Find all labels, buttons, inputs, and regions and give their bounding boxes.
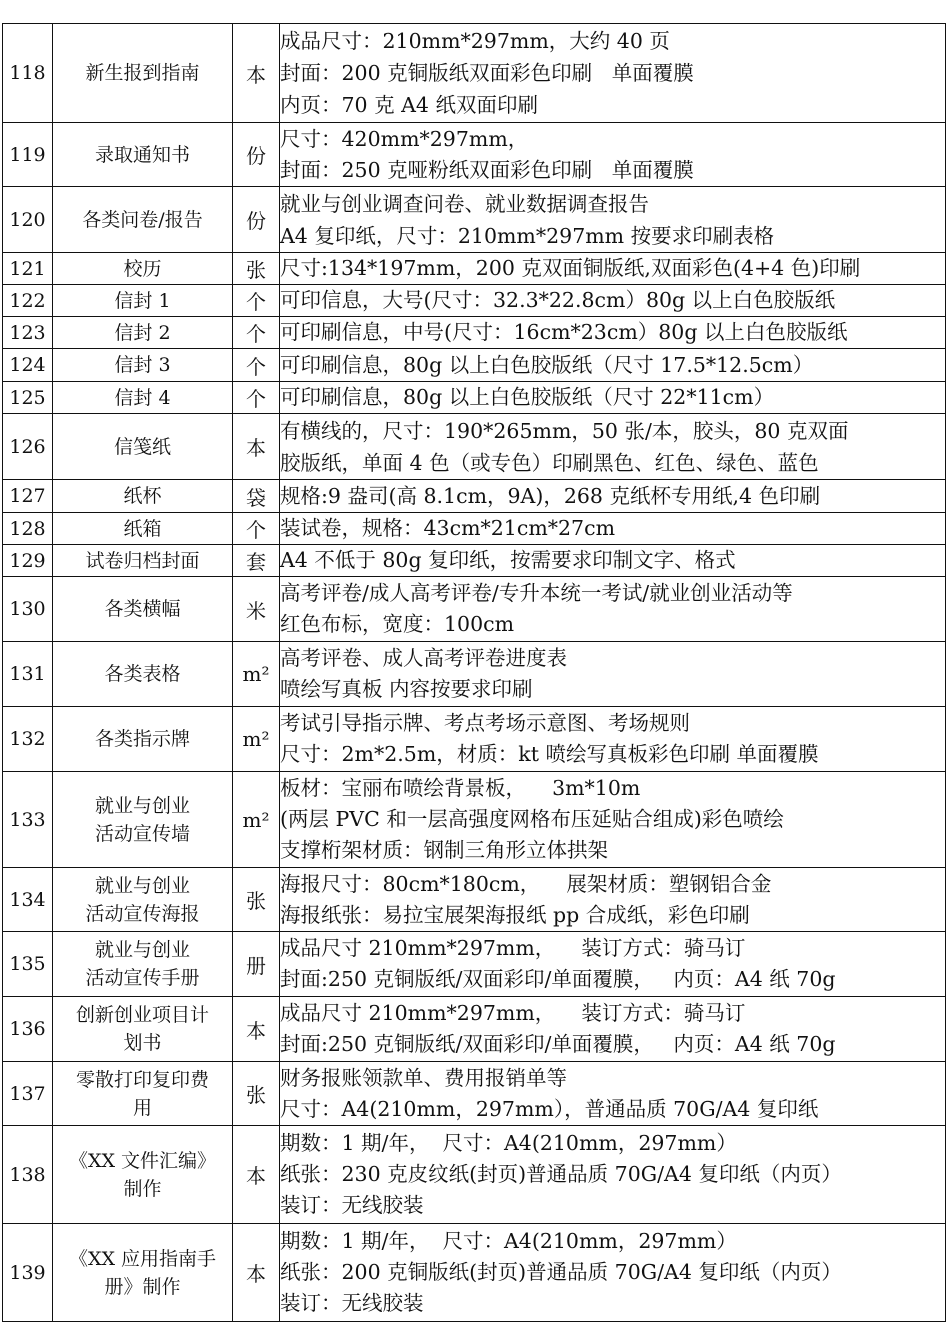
item-unit: 张 bbox=[233, 868, 280, 932]
item-spec-line: 成品尺寸：210mm*297mm，大约 40 页 bbox=[280, 29, 670, 53]
item-unit: 个 bbox=[233, 513, 280, 545]
item-name-line: 活动宣传手册 bbox=[85, 967, 200, 989]
item-name-line: 用 bbox=[132, 1096, 152, 1119]
table-row bbox=[3, 513, 946, 545]
item-spec-line: 期数：1 期/年， 尺寸：A4(210mm，297mm） bbox=[280, 1131, 737, 1155]
table-row bbox=[3, 349, 946, 382]
item-spec-line: 就业与创业调查问卷、就业数据调查报告 bbox=[280, 191, 649, 216]
item-unit: 袋 bbox=[233, 480, 280, 513]
item-spec-line: 胶版纸，单面 4 色（或专色）印刷黑色、红色、绿色、蓝色 bbox=[280, 450, 819, 475]
item-name bbox=[53, 480, 233, 513]
item-name bbox=[53, 577, 233, 642]
item-name bbox=[53, 382, 233, 414]
item-unit: 个 bbox=[233, 285, 280, 317]
item-name-line: 就业与创业 bbox=[94, 874, 190, 897]
row-number: 122 bbox=[3, 285, 53, 317]
item-spec-line: 纸张：230 克皮纹纸(封页)普通品质 70G/A4 复印纸（内页） bbox=[280, 1162, 842, 1186]
item-spec-line: 纸张：200 克铜版纸(封页)普通品质 70G/A4 复印纸（内页） bbox=[280, 1260, 842, 1284]
item-spec bbox=[280, 24, 946, 123]
item-unit: m² bbox=[233, 642, 280, 707]
item-name bbox=[53, 997, 233, 1062]
item-name-line: 活动宣传墙 bbox=[94, 822, 190, 845]
item-spec bbox=[280, 187, 946, 253]
item-name bbox=[53, 24, 233, 123]
table-row bbox=[3, 480, 946, 513]
item-name bbox=[53, 187, 233, 253]
item-name-line: 零散打印复印费 bbox=[75, 1068, 209, 1091]
table-row bbox=[3, 707, 946, 772]
row-number: 120 bbox=[3, 187, 53, 253]
item-spec bbox=[280, 123, 946, 187]
item-spec-line: 尺寸：A4(210mm，297mm），普通品质 70G/A4 复印纸 bbox=[280, 1096, 819, 1121]
item-spec bbox=[280, 772, 946, 868]
row-number: 129 bbox=[3, 545, 53, 577]
item-spec-line: 高考评卷/成人高考评卷/专升本统一考试/就业创业活动等 bbox=[280, 581, 793, 605]
item-name-line: 就业与创业 bbox=[94, 794, 190, 817]
table-row bbox=[3, 772, 946, 868]
item-spec-line: A4 不低于 80g 复印纸，按需要求印制文字、格式 bbox=[280, 548, 736, 572]
item-name bbox=[53, 253, 233, 285]
row-number: 138 bbox=[3, 1126, 53, 1224]
table-row bbox=[3, 253, 946, 285]
row-number: 134 bbox=[3, 868, 53, 932]
table-body bbox=[3, 24, 946, 1322]
row-number: 128 bbox=[3, 513, 53, 545]
item-unit: 本 bbox=[233, 414, 280, 480]
item-name-line: 信封 2 bbox=[114, 321, 171, 344]
item-spec-line: 封面:250 克铜版纸/双面彩印/单面覆膜， 内页：A4 纸 70g bbox=[280, 967, 836, 991]
item-spec bbox=[280, 642, 946, 707]
item-spec-line: 成品尺寸 210mm*297mm， 装订方式：骑马订 bbox=[280, 936, 746, 960]
table-row bbox=[3, 545, 946, 577]
item-name-line: 就业与创业 bbox=[94, 939, 190, 961]
item-spec-line: 内页：70 克 A4 纸双面印刷 bbox=[280, 93, 538, 117]
table-row bbox=[3, 997, 946, 1062]
row-number: 139 bbox=[3, 1224, 53, 1322]
table-row bbox=[3, 1224, 946, 1322]
item-spec bbox=[280, 414, 946, 480]
item-unit: 本 bbox=[233, 1126, 280, 1224]
item-name bbox=[53, 1062, 233, 1126]
item-spec bbox=[280, 382, 946, 414]
item-name-line: 信封 4 bbox=[114, 386, 171, 409]
row-number: 135 bbox=[3, 932, 53, 997]
item-spec bbox=[280, 997, 946, 1062]
item-name-line: 创新创业项目计 bbox=[75, 1004, 209, 1026]
item-spec-line: 规格:9 盎司(高 8.1cm，9A)，268 克纸杯专用纸,4 色印刷 bbox=[280, 484, 821, 508]
item-spec bbox=[280, 285, 946, 317]
row-number: 119 bbox=[3, 123, 53, 187]
item-name-line: 信封 3 bbox=[114, 354, 171, 376]
item-spec bbox=[280, 545, 946, 577]
item-name-line: 新生报到指南 bbox=[85, 62, 200, 84]
item-spec-line: 装试卷，规格：43cm*21cm*27cm bbox=[280, 516, 616, 540]
item-spec-line: 可印刷信息，80g 以上白色胶版纸（尺寸 17.5*12.5cm） bbox=[280, 353, 814, 377]
item-spec bbox=[280, 1062, 946, 1126]
item-unit: 个 bbox=[233, 382, 280, 414]
item-unit: 张 bbox=[233, 253, 280, 285]
item-spec-line: 封面：200 克铜版纸双面彩色印刷 单面覆膜 bbox=[280, 61, 694, 85]
item-name-line: 各类指示牌 bbox=[94, 728, 190, 750]
item-spec bbox=[280, 253, 946, 285]
item-name bbox=[53, 932, 233, 997]
item-spec-line: 高考评卷、成人高考评卷进度表 bbox=[280, 646, 567, 670]
item-spec bbox=[280, 1224, 946, 1322]
table-row bbox=[3, 932, 946, 997]
item-unit: 米 bbox=[233, 577, 280, 642]
item-unit: 套 bbox=[233, 545, 280, 577]
item-spec bbox=[280, 513, 946, 545]
item-name bbox=[53, 707, 233, 772]
item-name bbox=[53, 513, 233, 545]
item-name-line: 录取通知书 bbox=[94, 143, 190, 166]
item-name-line: 册》制作 bbox=[104, 1275, 181, 1298]
item-spec-line: 装订：无线胶装 bbox=[280, 1291, 424, 1315]
item-spec-line: 喷绘写真板 内容按要求印刷 bbox=[280, 677, 533, 701]
item-name bbox=[53, 545, 233, 577]
item-name bbox=[53, 772, 233, 868]
item-spec-line: 考试引导指示牌、考点考场示意图、考场规则 bbox=[280, 711, 690, 735]
item-spec bbox=[280, 349, 946, 382]
table-row bbox=[3, 577, 946, 642]
row-number: 118 bbox=[3, 24, 53, 123]
item-name-line: 活动宣传海报 bbox=[85, 902, 200, 925]
item-spec bbox=[280, 317, 946, 349]
item-name bbox=[53, 349, 233, 382]
item-spec-line: 可印刷信息，中号(尺寸：16cm*23cm）80g 以上白色胶版纸 bbox=[280, 320, 848, 344]
row-number: 123 bbox=[3, 317, 53, 349]
item-spec bbox=[280, 1126, 946, 1224]
item-name-line: 信封 1 bbox=[114, 289, 171, 312]
row-number: 131 bbox=[3, 642, 53, 707]
item-name-line: 试卷归档封面 bbox=[85, 549, 200, 572]
item-spec-line: 有横线的，尺寸：190*265mm，50 张/本，胶头，80 克双面 bbox=[280, 418, 849, 443]
table-row bbox=[3, 285, 946, 317]
item-spec-line: 成品尺寸 210mm*297mm， 装订方式：骑马订 bbox=[280, 1001, 746, 1025]
item-unit: 份 bbox=[233, 123, 280, 187]
item-spec-line: 海报纸张：易拉宝展架海报纸 pp 合成纸，彩色印刷 bbox=[280, 902, 750, 927]
item-spec bbox=[280, 932, 946, 997]
item-name-line: 各类问卷/报告 bbox=[82, 208, 203, 231]
item-name-line: 校历 bbox=[123, 257, 162, 280]
item-unit: m² bbox=[233, 772, 280, 868]
table-row bbox=[3, 123, 946, 187]
item-unit: 个 bbox=[233, 349, 280, 382]
item-spec-line: 期数：1 期/年， 尺寸：A4(210mm，297mm） bbox=[280, 1229, 737, 1253]
item-unit: 个 bbox=[233, 317, 280, 349]
row-number: 125 bbox=[3, 382, 53, 414]
item-spec-line: 支撑桁架材质：钢制三角形立体拱架 bbox=[280, 838, 608, 862]
item-spec bbox=[280, 707, 946, 772]
row-number: 130 bbox=[3, 577, 53, 642]
item-name bbox=[53, 868, 233, 932]
item-name bbox=[53, 1126, 233, 1224]
item-spec-line: 尺寸：420mm*297mm， bbox=[280, 126, 529, 151]
item-name-line: 划书 bbox=[123, 1032, 162, 1054]
item-name-line: 制作 bbox=[123, 1177, 162, 1200]
item-unit: 本 bbox=[233, 1224, 280, 1322]
item-name bbox=[53, 1224, 233, 1322]
table-row bbox=[3, 1126, 946, 1224]
row-number: 133 bbox=[3, 772, 53, 868]
item-spec-line: 装订：无线胶装 bbox=[280, 1193, 424, 1217]
item-spec-line: 可印刷信息，80g 以上白色胶版纸（尺寸 22*11cm） bbox=[280, 385, 775, 409]
item-name-line: 《XX 应用指南手 bbox=[68, 1247, 217, 1270]
item-spec-line: 财务报账领款单、费用报销单等 bbox=[280, 1065, 567, 1090]
item-unit: 本 bbox=[233, 997, 280, 1062]
item-spec-line: 红色布标，宽度：100cm bbox=[280, 612, 515, 636]
row-number: 136 bbox=[3, 997, 53, 1062]
table-row bbox=[3, 187, 946, 253]
item-spec-line: (两层 PVC 和一层高强度网格布压延贴合组成)彩色喷绘 bbox=[280, 807, 784, 831]
item-spec-line: 尺寸:134*197mm，200 克双面铜版纸,双面彩色(4+4 色)印刷 bbox=[280, 256, 861, 280]
table-row bbox=[3, 642, 946, 707]
item-spec bbox=[280, 480, 946, 513]
item-spec-line: 可印信息，大号(尺寸：32.3*22.8cm）80g 以上白色胶版纸 bbox=[280, 288, 836, 312]
item-name-line: 各类横幅 bbox=[104, 598, 181, 620]
row-number: 137 bbox=[3, 1062, 53, 1126]
item-name bbox=[53, 642, 233, 707]
item-name bbox=[53, 317, 233, 349]
row-number: 121 bbox=[3, 253, 53, 285]
item-name bbox=[53, 123, 233, 187]
item-unit: 份 bbox=[233, 187, 280, 253]
item-name-line: 纸杯 bbox=[123, 485, 162, 507]
item-name-line: 各类表格 bbox=[104, 663, 181, 685]
table-row bbox=[3, 317, 946, 349]
item-spec bbox=[280, 577, 946, 642]
table-row bbox=[3, 24, 946, 123]
item-spec-line: 封面：250 克哑粉纸双面彩色印刷 单面覆膜 bbox=[280, 157, 694, 182]
item-spec-line: A4 复印纸，尺寸：210mm*297mm 按要求印刷表格 bbox=[280, 223, 775, 248]
row-number: 124 bbox=[3, 349, 53, 382]
table-row bbox=[3, 382, 946, 414]
item-name bbox=[53, 285, 233, 317]
item-unit: 本 bbox=[233, 24, 280, 123]
table-row bbox=[3, 414, 946, 480]
printing-spec-table bbox=[2, 23, 946, 1322]
table-row bbox=[3, 868, 946, 932]
item-unit: 张 bbox=[233, 1062, 280, 1126]
row-number: 127 bbox=[3, 480, 53, 513]
item-unit: m² bbox=[233, 707, 280, 772]
row-number: 132 bbox=[3, 707, 53, 772]
item-spec-line: 板材：宝丽布喷绘背景板， 3m*10m bbox=[280, 776, 641, 800]
item-name-line: 纸箱 bbox=[123, 517, 162, 540]
item-spec-line: 封面:250 克铜版纸/双面彩印/单面覆膜， 内页：A4 纸 70g bbox=[280, 1032, 836, 1056]
item-unit: 册 bbox=[233, 932, 280, 997]
item-name-line: 信笺纸 bbox=[113, 435, 171, 458]
table-row bbox=[3, 1062, 946, 1126]
row-number: 126 bbox=[3, 414, 53, 480]
item-spec-line: 海报尺寸：80cm*180cm， 展架材质：塑钢铝合金 bbox=[280, 871, 772, 896]
item-spec bbox=[280, 868, 946, 932]
item-name-line: 《XX 文件汇编》 bbox=[68, 1149, 217, 1172]
item-spec-line: 尺寸：2m*2.5m，材质：kt 喷绘写真板彩色印刷 单面覆膜 bbox=[280, 742, 819, 766]
item-name bbox=[53, 414, 233, 480]
